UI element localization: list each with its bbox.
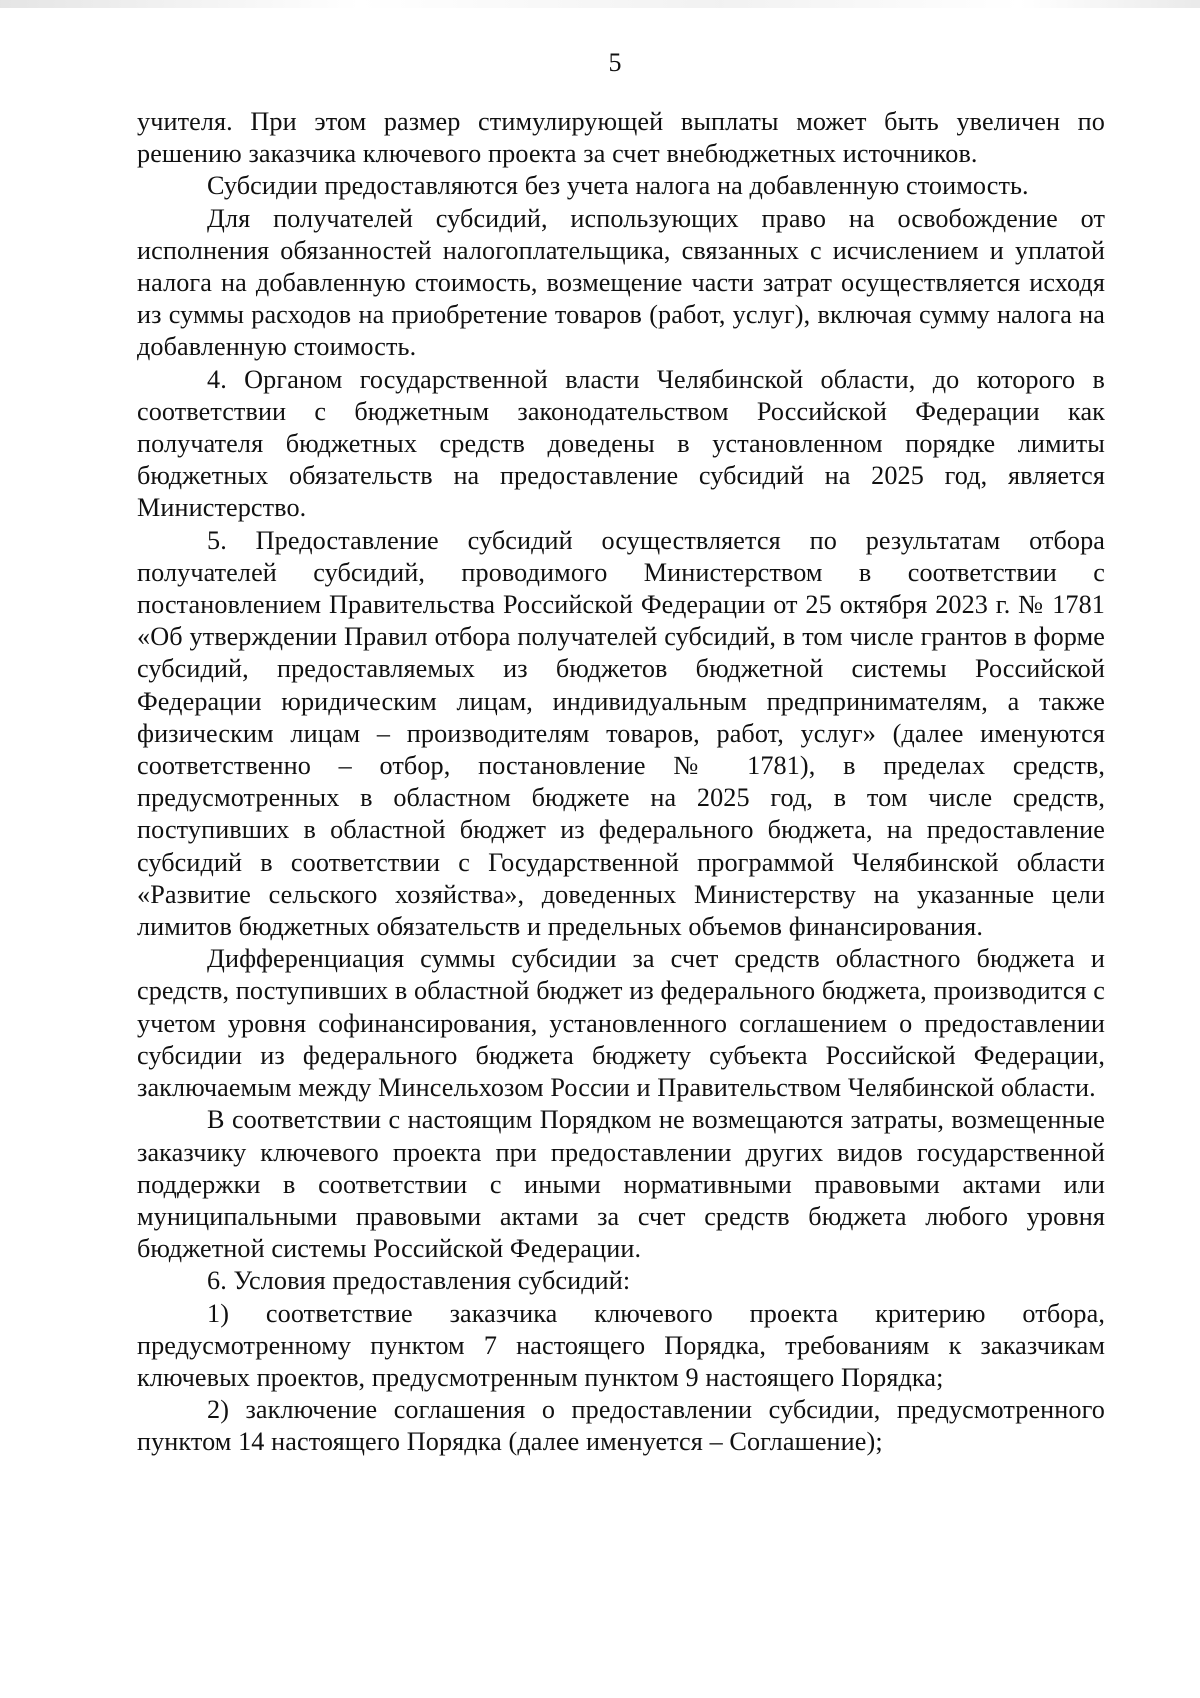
- paragraph-clause-6-heading: 6. Условия предоставления субсидий:: [207, 1266, 631, 1296]
- paragraph-vat-exclusion: Субсидии предоставляются без учета налога на добавленную стоимость.: [207, 171, 1029, 201]
- paragraph-continuation: учителя. При этом размер стимулирующей выплаты может быть увеличен по решению заказчика ключевого проекта за счет внебюджетных источников.: [137, 107, 1105, 169]
- paragraph-non-reimbursed-costs: В соответствии с настоящим Порядком не возмещаются затраты, возмещенные заказчику ключевого проекта при предоставлении других видов государственной поддержки в соответствии с иными нормативными правовыми актами или муниципальными правовыми актами за счет средств бюджета любого уровня бюджетной системы Российской Федерации.: [137, 1105, 1105, 1264]
- paragraph-condition-2: 2) заключение соглашения о предоставлении субсидии, предусмотренного пунктом 14 настоящего Порядка (далее именуется – Соглашение);: [137, 1395, 1105, 1457]
- paragraph-clause-4: 4. Органом государственной власти Челябинской области, до которого в соответствии с бюджетным законодательством Российской Федерации как получателя бюджетных средств доведены в установленном порядке лимиты бюджетных обязательств на предоставление субсидий на 2025 год, является Министерство.: [137, 364, 1105, 523]
- scan-edge-artifact: [0, 0, 1200, 8]
- page-number: 5: [608, 48, 622, 77]
- paragraph-condition-1: 1) соответствие заказчика ключевого проекта критерию отбора, предусмотренному пунктом 7 настоящего Порядка, требованиям к заказчикам ключевых проектов, предусмотренным пунктом 9 настоящего Порядка;: [137, 1298, 1105, 1392]
- document-body: [137, 106, 1105, 1459]
- paragraph-clause-5: 5. Предоставление субсидий осуществляется по результатам отбора получателей субсидий, проводимого Министерством в соответствии с постановлением Правительства Российской Федерации от 25 октября 2023 г. № 1781 «Об утверждении Правил отбора получателей субсидий, в том числе грантов в форме субсидий, предоставляемых из бюджетов бюджетной системы Российской Федерации юридическим лицам, индивидуальным предпринимателям, а также физическим лицам – производителям товаров, работ, услуг» (далее именуются соответственно – отбор, постановление № 1781), в пределах средств, предусмотренных в областном бюджете на 2025 год, в том числе средств, поступивших в областной бюджет из федерального бюджета, на предоставление субсидий в соответствии с Государственной программой Челябинской области «Развитие сельского хозяйства», доведенных Министерству на указанные цели лимитов бюджетных обязательств и предельных объемов финансирования.: [137, 525, 1105, 942]
- paragraph-vat-exemption: Для получателей субсидий, использующих право на освобождение от исполнения обязанностей налогоплательщика, связанных с исчислением и уплатой налога на добавленную стоимость, возмещение части затрат осуществляется исходя из суммы расходов на приобретение товаров (работ, услуг), включая сумму налога на добавленную стоимость.: [137, 203, 1105, 362]
- paragraph-differentiation: Дифференциация суммы субсидии за счет средств областного бюджета и средств, поступивших в областной бюджет из федерального бюджета, производится с учетом уровня софинансирования, установленного соглашением о предоставлении субсидии из федерального бюджета бюджету субъекта Российской Федерации, заключаемым между Минсельхозом России и Правительством Челябинской области.: [137, 944, 1105, 1103]
